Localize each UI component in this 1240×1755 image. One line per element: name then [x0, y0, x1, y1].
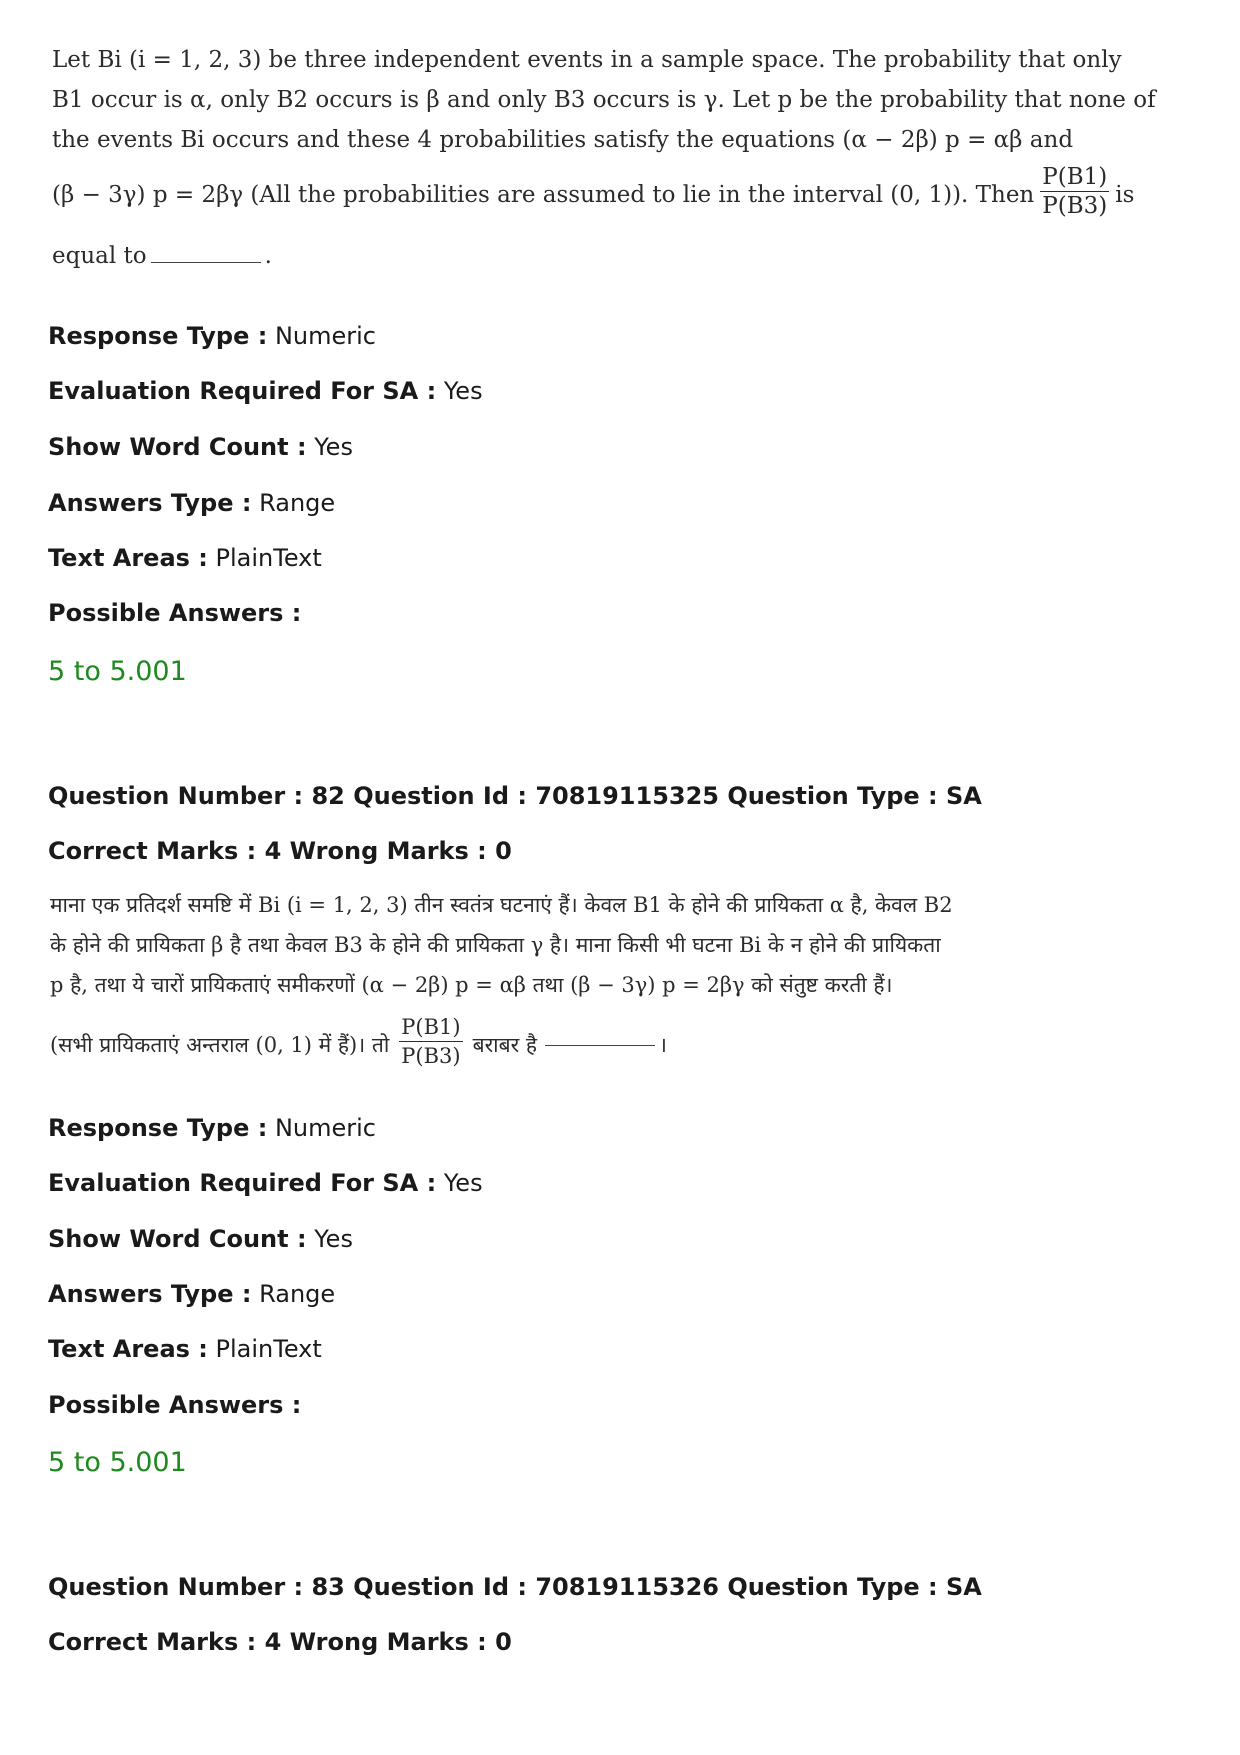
question-81-text — [52, 40, 1156, 276]
answer-blank — [545, 1044, 655, 1046]
q81-text-areas: Text Areas : PlainText — [48, 544, 322, 572]
q82-possible-answers-label: Possible Answers : — [48, 1391, 302, 1419]
q81-line-2: B1 occur is α, only B2 occurs is β and only B3 occurs is γ. Let p be the probability that none of — [52, 87, 1156, 113]
q81-line-3: the events Bi occurs and these 4 probabilities satisfy the equations (α − 2β) p = αβ and — [52, 127, 1074, 153]
q82-text-areas: Text Areas : PlainText — [48, 1335, 322, 1363]
q83-marks: Correct Marks : 4 Wrong Marks : 0 — [48, 1628, 512, 1656]
q81-line-5: equal to . — [52, 243, 272, 269]
q81-possible-answers-label: Possible Answers : — [48, 599, 302, 627]
q82-evaluation-required: Evaluation Required For SA : Yes — [48, 1169, 483, 1197]
question-82-hindi-text — [50, 885, 953, 1085]
q81-response-type: Response Type : Numeric — [48, 322, 376, 350]
q81-answers-type: Answers Type : Range — [48, 489, 336, 517]
q81-line-4: (β − 3γ) p = 2βγ (All the probabilities are assumed to lie in the interval (0, 1)). Then $\frac{P(B1)}{P(B3)}$ is — [52, 163, 1135, 219]
q83-header: Question Number : 83 Question Id : 70819115326 Question Type : SA — [48, 1573, 982, 1601]
q82-line-2: के होने की प्रायिकता β है तथा केवल B3 के होने की प्रायिकता γ है। माना किसी भी घटना Bi के न होने की प्रायिकता — [50, 933, 941, 957]
q81-show-word-count: Show Word Count : Yes — [48, 433, 353, 461]
q82-line-1: माना एक प्रतिदर्श समष्टि में Bi (i = 1, 2, 3) तीन स्वतंत्र घटनाएं हैं। केवल B1 के होने की प्रायिकता α है, केवल B2 — [50, 893, 953, 917]
q81-evaluation-required: Evaluation Required For SA : Yes — [48, 377, 483, 405]
q81-line-1: Let Bi (i = 1, 2, 3) be three independent events in a sample space. The probability that only — [52, 47, 1122, 73]
q82-marks: Correct Marks : 4 Wrong Marks : 0 — [48, 837, 512, 865]
q82-show-word-count: Show Word Count : Yes — [48, 1225, 353, 1253]
q81-answer: 5 to 5.001 — [48, 656, 187, 687]
q82-line-4: (सभी प्रायिकताएं अन्तराल (0, 1) में हैं)। तो $\frac{P(B1)}{P(B3)}$ बराबर है । — [50, 1014, 667, 1068]
q81-fraction: $\frac{P(B1)}{P(B3)}$ — [1042, 163, 1108, 219]
q82-fraction: $\frac{P(B1)}{P(B3)}$ — [401, 1014, 461, 1068]
q82-answer: 5 to 5.001 — [48, 1447, 187, 1478]
q82-line-3: p है, तथा ये चारों प्रायिकताएं समीकरणों (α − 2β) p = αβ तथा (β − 3γ) p = 2βγ को संतुष्ट करती हैं। — [50, 973, 893, 997]
q82-response-type: Response Type : Numeric — [48, 1114, 376, 1142]
answer-blank — [151, 261, 261, 263]
q82-header: Question Number : 82 Question Id : 70819115325 Question Type : SA — [48, 782, 982, 810]
q82-answers-type: Answers Type : Range — [48, 1280, 336, 1308]
